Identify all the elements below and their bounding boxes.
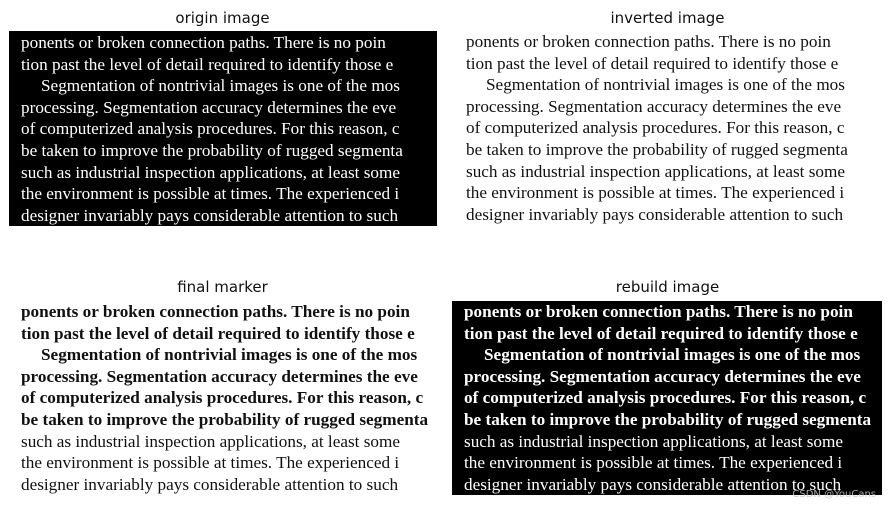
text-line: Segmentation of nontrivial images is one of the mos (484, 345, 861, 365)
inverted-image (454, 31, 882, 225)
text-line: designer invariably pays considerable attention to such (464, 474, 842, 494)
text-line: Segmentation of nontrivial images is one of the mos (486, 75, 845, 95)
panel-title: inverted image (610, 9, 725, 27)
text-line: of computerized analysis procedures. For this reason, c (464, 388, 867, 408)
text-line: such as industrial inspection applications, at least some (464, 431, 843, 451)
text-line: designer invariably pays considerable attention to such (466, 204, 844, 224)
final-marker-image (9, 301, 437, 495)
text-line: tion past the level of detail required to identify those e (464, 323, 858, 343)
panel-title: final marker (177, 278, 268, 296)
text-line: ponents or broken connection paths. There is no poin (466, 32, 831, 51)
text-line: such as industrial inspection applications, at least some (466, 161, 845, 181)
panel-rebuild-image (445, 254, 890, 508)
watermark: CSDN @YouCans (792, 489, 876, 500)
text-line: tion past the level of detail required to identify those e (21, 54, 394, 74)
text-line: the environment is possible at times. The experienced i (21, 184, 400, 204)
text-line: such as industrial inspection applications, at least some (21, 162, 400, 182)
panel-final-marker (0, 254, 445, 508)
text-line: of computerized analysis procedures. For this reason, c (21, 119, 400, 139)
text-line: processing. Segmentation accuracy determines the eve (21, 366, 418, 386)
panel-title: origin image (175, 9, 270, 27)
panel-inverted-image (445, 0, 890, 254)
text-line: tion past the level of detail required to identify those e (466, 53, 839, 73)
text-line: designer invariably pays considerable attention to such (21, 205, 399, 225)
text-line: processing. Segmentation accuracy determines the eve (21, 97, 397, 117)
origin-image (9, 31, 437, 226)
text-line: of computerized analysis procedures. For this reason, c (21, 388, 424, 408)
panel-origin-image (0, 0, 445, 254)
text-line: processing. Segmentation accuracy determines the eve (466, 96, 842, 116)
text-line: be taken to improve the probability of rugged segmenta (21, 409, 429, 429)
text-line: the environment is possible at times. The experienced i (464, 453, 843, 473)
text-line: ponents or broken connection paths. There is no poin (21, 302, 410, 321)
text-line: ponents or broken connection paths. There is no poin (21, 33, 386, 52)
text-line: processing. Segmentation accuracy determines the eve (464, 366, 861, 386)
text-line: designer invariably pays considerable attention to such (21, 474, 399, 494)
text-line: be taken to improve the probability of rugged segmenta (21, 140, 403, 160)
text-line: be taken to improve the probability of rugged segmenta (464, 409, 872, 429)
text-line: the environment is possible at times. The experienced i (21, 453, 400, 473)
text-line: Segmentation of nontrivial images is one of the mos (41, 76, 400, 96)
text-line: ponents or broken connection paths. There is no poin (464, 302, 853, 321)
text-line: be taken to improve the probability of rugged segmenta (466, 139, 848, 159)
text-line: Segmentation of nontrivial images is one of the mos (41, 345, 418, 365)
rebuild-image (452, 301, 882, 495)
text-line: tion past the level of detail required to identify those e (21, 323, 415, 343)
text-line: such as industrial inspection applications, at least some (21, 431, 400, 451)
text-line: the environment is possible at times. The experienced i (466, 183, 845, 203)
text-line: of computerized analysis procedures. For this reason, c (466, 118, 845, 138)
panel-title: rebuild image (615, 278, 720, 296)
